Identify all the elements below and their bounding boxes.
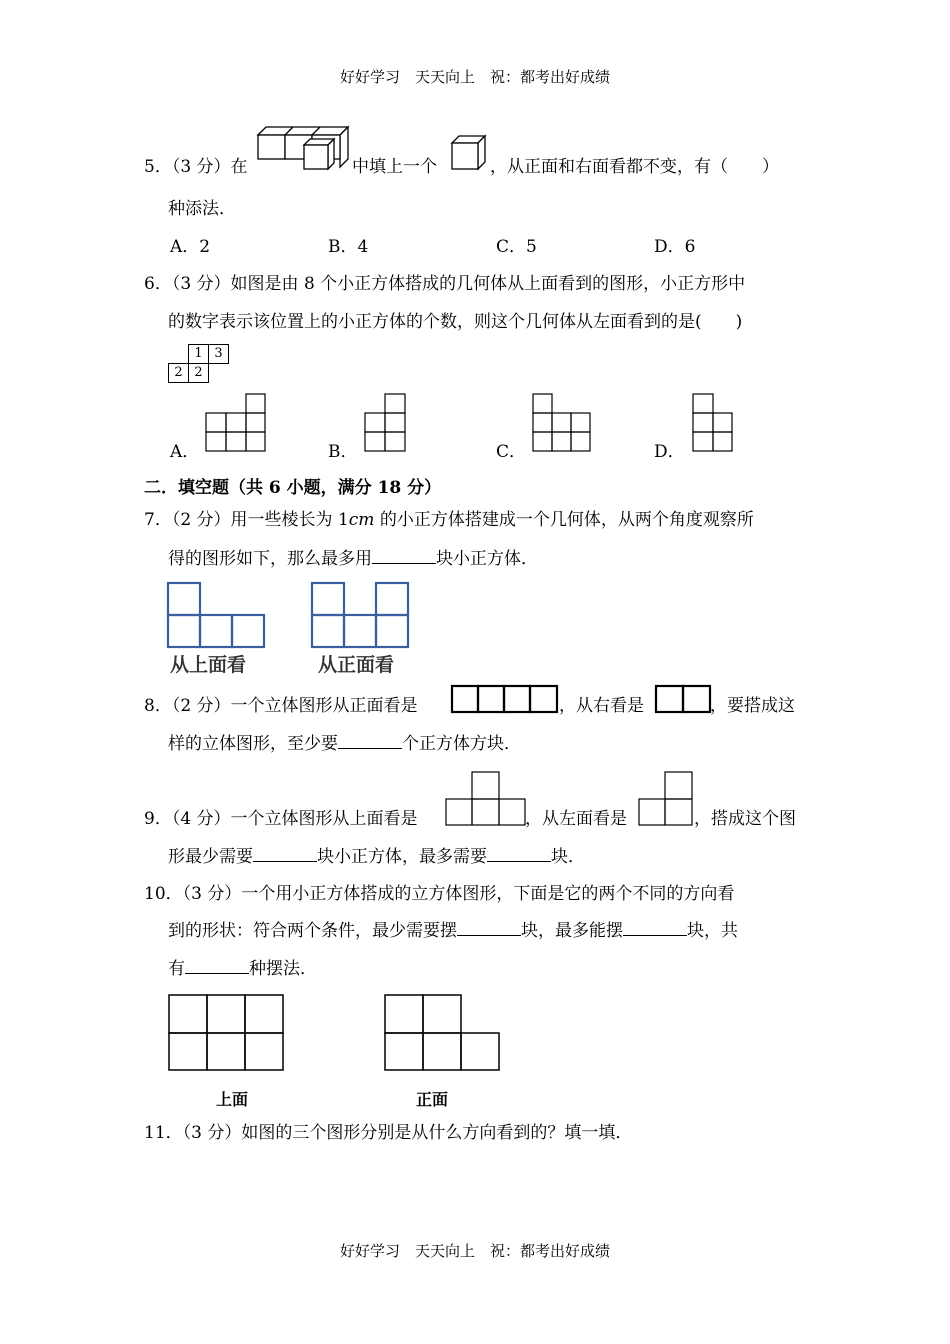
q10-caption-top: 上面 [216, 1090, 249, 1109]
page-footer: 好好学习 天天向上 祝：都考出好成绩 [339, 1242, 610, 1260]
q8-line1-a: 8．（2 分）一个立体图形从正面看是 [144, 696, 418, 716]
q7-line2 [168, 547, 538, 571]
q5-line2: 种添法． [168, 199, 236, 219]
q7-line1-a: 7．（2 分）用一些棱长为 1 [144, 510, 349, 530]
q8-right-view-figure [655, 685, 712, 713]
q5-single-cube [452, 136, 488, 172]
q10-top-view-figure [168, 994, 286, 1072]
q10-max-blank[interactable] [623, 919, 687, 936]
q9-line1-b: ，从左面看是 [525, 809, 627, 829]
q6-option-c: C． [496, 442, 527, 462]
q7-line2-b: 块小正方体． [436, 549, 538, 569]
q8-line2-b: 个正方体方块． [402, 734, 521, 754]
q6-line2: 的数字表示该位置上的小正方体的个数，则这个几何体从左面看到的是( ) [168, 312, 743, 332]
q9-line2-c: 块． [551, 847, 585, 867]
q6-line1: 6．（3 分）如图是由 8 个小正方体搭成的几何体从上面看到的图形，小正方形中 [144, 274, 746, 294]
q8-answer-blank[interactable] [338, 732, 402, 749]
q9-line1-c: ，搭成这个图 [694, 809, 796, 829]
q5-part1: 5．（3 分）在 [144, 157, 248, 177]
section-title: 二．填空题（共 6 小题，满分 18 分） [144, 478, 442, 498]
q6-option-c-figure [532, 393, 592, 453]
q10-line2-b: 块，最多能摆 [521, 921, 623, 941]
q6-option-a-figure [206, 393, 266, 453]
q9-line2 [168, 845, 585, 869]
q9-min-blank[interactable] [253, 845, 317, 862]
q10-line3 [168, 957, 317, 981]
q6-grid-cell: 2 [168, 363, 189, 383]
q10-line3-b: 种摆法． [249, 959, 317, 979]
q8-line1-c: ，要搭成这 [710, 696, 795, 716]
q7-caption-top: 从上面看 [170, 654, 247, 676]
q6-option-d-figure [692, 393, 734, 453]
q9-line2-a: 形最少需要 [168, 847, 253, 867]
q7-unit: cm [348, 510, 375, 530]
q5-option-b: B．4 [328, 237, 369, 257]
q7-caption-front: 从正面看 [318, 654, 395, 676]
q6-option-b-figure [364, 393, 406, 453]
page-header: 好好学习 天天向上 祝：都考出好成绩 [339, 68, 610, 86]
q7-front-view-figure [311, 582, 409, 648]
q8-line2 [168, 732, 521, 756]
q10-front-view-figure [384, 994, 502, 1072]
q10-line2 [168, 919, 738, 943]
q5-option-a: A．2 [170, 237, 211, 257]
q5-option-d: D．6 [654, 237, 696, 257]
q7-line2-a: 得的图形如下，那么最多用 [168, 549, 372, 569]
q8-line1-b: ，从右看是 [559, 696, 644, 716]
q8-line2-a: 样的立体图形，至少要 [168, 734, 338, 754]
q7-line1-b: 的小正方体搭建成一个几何体，从两个角度观察所 [374, 510, 754, 530]
q6-option-a: A． [170, 442, 200, 462]
q6-option-d: D． [654, 442, 685, 462]
q10-line2-a: 到的形状：符合两个条件，最少需要摆 [168, 921, 457, 941]
q11-line1: 11．（3 分）如图的三个图形分别是从什么方向看到的？填一填． [144, 1123, 633, 1143]
q10-line3-a: 有 [168, 959, 185, 979]
q10-caption-front: 正面 [416, 1090, 449, 1109]
q7-top-view-figure [167, 582, 265, 648]
q9-max-blank[interactable] [487, 845, 551, 862]
q6-option-b: B． [328, 442, 358, 462]
q7-answer-blank[interactable] [372, 547, 436, 564]
q9-line2-b: 块小正方体，最多需要 [317, 847, 487, 867]
q6-grid-cell: 1 [188, 344, 209, 364]
q9-top-view-figure [445, 771, 527, 827]
q9-line1-a: 9．（4 分）一个立体图形从上面看是 [144, 809, 418, 829]
q10-ways-blank[interactable] [185, 957, 249, 974]
q5-line1 [144, 155, 248, 179]
q6-grid-cell: 2 [188, 363, 209, 383]
q10-line2-c: 块，共 [687, 921, 738, 941]
q5-option-c: C．5 [496, 237, 537, 257]
q5-part2: 中填上一个 [352, 157, 437, 177]
q6-top-view-grid [168, 344, 228, 382]
q10-min-blank[interactable] [457, 919, 521, 936]
q10-line1: 10．（3 分）一个用小正方体搭成的立方体图形，下面是它的两个不同的方向看 [144, 884, 735, 904]
q5-cube-row-figure [258, 127, 350, 175]
q8-front-view-figure [451, 685, 559, 713]
q6-grid-cell: 3 [208, 344, 229, 364]
q9-left-view-figure [638, 771, 694, 827]
q5-part3: ，从正面和右面看都不变，有（ ） [490, 157, 779, 177]
q7-line1 [144, 508, 754, 532]
